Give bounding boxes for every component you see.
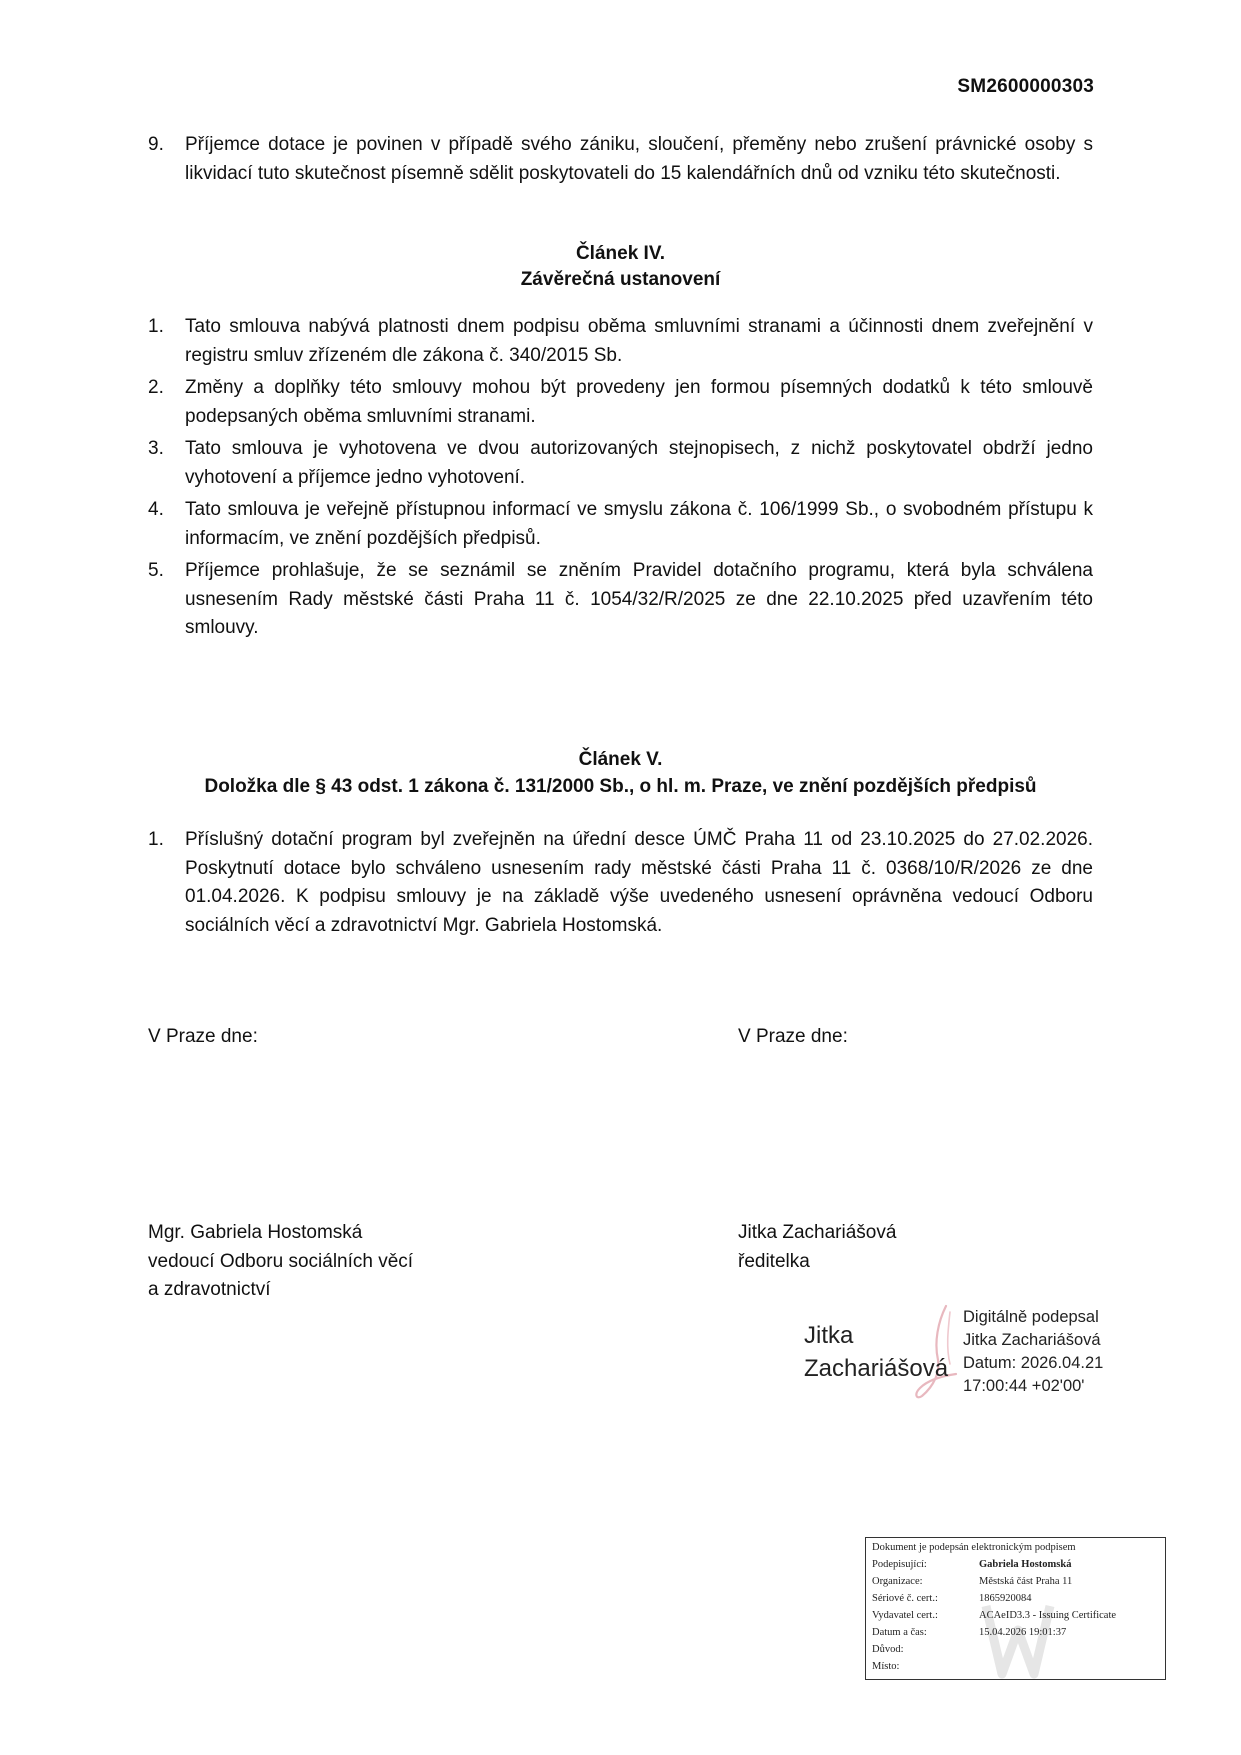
left-signatory-role: a zdravotnictví [148,1279,271,1300]
stamp-label: Důvod: [872,1644,904,1655]
stamp-label: Vydavatel cert.: [872,1610,938,1621]
left-place-date: V Praze dne: [148,1026,258,1047]
list-item [148,557,1093,643]
document-id: SM2600000303 [957,76,1094,97]
right-signatory-role: ředitelka [738,1251,810,1272]
article-5-subtitle: Doložka dle § 43 odst. 1 zákona č. 131/2000 Sb., o hl. m. Praze, ve znění pozdějších předpisů [204,776,1037,797]
stamp-value: Městská část Praha 11 [979,1576,1073,1587]
article-5-title: Článek V. [578,749,663,770]
stamp-value: 1865920084 [979,1593,1032,1604]
right-place-date: V Praze dne: [738,1026,848,1047]
stamp-label: Sériové č. cert.: [872,1593,938,1604]
stamp-value: ACAeID3.3 - Issuing Certificate [979,1610,1117,1621]
stamp-value: Gabriela Hostomská [979,1559,1072,1570]
list-item [148,313,1093,370]
list-item [148,131,1093,188]
item-number: 1. [148,316,164,337]
item-number: 1. [148,829,164,850]
list-item [148,826,1093,940]
item-text: Příjemce dotace je povinen v případě svého zániku, sloučení, přeměny nebo zrušení právnické osoby s likvidací tuto skutečnost písemně sdělit poskytovateli do 15 kalendářních dnů od vzniku této skutečnosti. [185,134,1093,184]
list-item [148,374,1093,431]
left-signatory-name: Mgr. Gabriela Hostomská [148,1222,363,1243]
list-item [148,435,1093,492]
stamp-label: Organizace: [872,1576,923,1587]
digital-signature-name: Jitka Zachariášová [804,1322,949,1382]
item-text: Tato smlouva je vyhotovena ve dvou autorizovaných stejnopisech, z nichž poskytovatel obdrží jedno vyhotovení a příjemce jedno vyhotovení. [185,438,1093,488]
item-number: 9. [148,134,164,155]
item-number: 3. [148,438,164,459]
stamp-label: Místo: [872,1661,900,1672]
item-text: Příslušný dotační program byl zveřejněn na úřední desce ÚMČ Praha 11 od 23.10.2025 do 27.02.2026. Poskytnutí dotace bylo schváleno usnesením rady městské části Praha 11 č. 0368/10/R/2026 ze dne 01.04.2026. K podpisu smlouvy je na základě výše uvedeného usnesení oprávněna vedoucí Odboru sociálních věcí a zdravotnictví Mgr. Gabriela Hostomská. [185,829,1093,936]
article-4-subtitle: Závěrečná ustanovení [520,269,721,290]
stamp-label: Podepisující: [872,1559,927,1570]
list-item [148,496,1093,553]
article-4-title: Článek IV. [575,243,666,264]
digital-signature-info: Digitálně podepsal Jitka Zachariášová Datum: 2026.04.21 17:00:44 +02'00' [963,1308,1104,1395]
item-number: 2. [148,377,164,398]
item-number: 5. [148,560,164,581]
item-text: Příjemce prohlašuje, že se seznámil se zněním Pravidel dotačního programu, která byla schválena usnesením Rady městské části Praha 11 č. 1054/32/R/2025 ze dne 22.10.2025 před uzavřením této smlouvy. [185,560,1093,638]
esign-stamp [865,1537,1166,1680]
right-signatory-name: Jitka Zachariášová [738,1222,897,1243]
left-signatory-role: vedoucí Odboru sociálních věcí [148,1251,414,1272]
item-number: 4. [148,499,164,520]
stamp-title: Dokument je podepsán elektronickým podpisem [872,1542,1076,1553]
stamp-value: 15.04.2026 19:01:37 [979,1627,1067,1638]
item-text: Změny a doplňky této smlouvy mohou být provedeny jen formou písemných dodatků k této smlouvě podepsaných oběma smluvními stranami. [185,377,1093,427]
item-text: Tato smlouva je veřejně přístupnou informací ve smyslu zákona č. 106/1999 Sb., o svobodném přístupu k informacím, ve znění pozdějších předpisů. [185,499,1093,549]
item-text: Tato smlouva nabývá platnosti dnem podpisu oběma smluvními stranami a účinnosti dnem zveřejnění v registru smluv zřízeném dle zákona č. 340/2015 Sb. [185,316,1093,366]
stamp-label: Datum a čas: [872,1627,927,1638]
